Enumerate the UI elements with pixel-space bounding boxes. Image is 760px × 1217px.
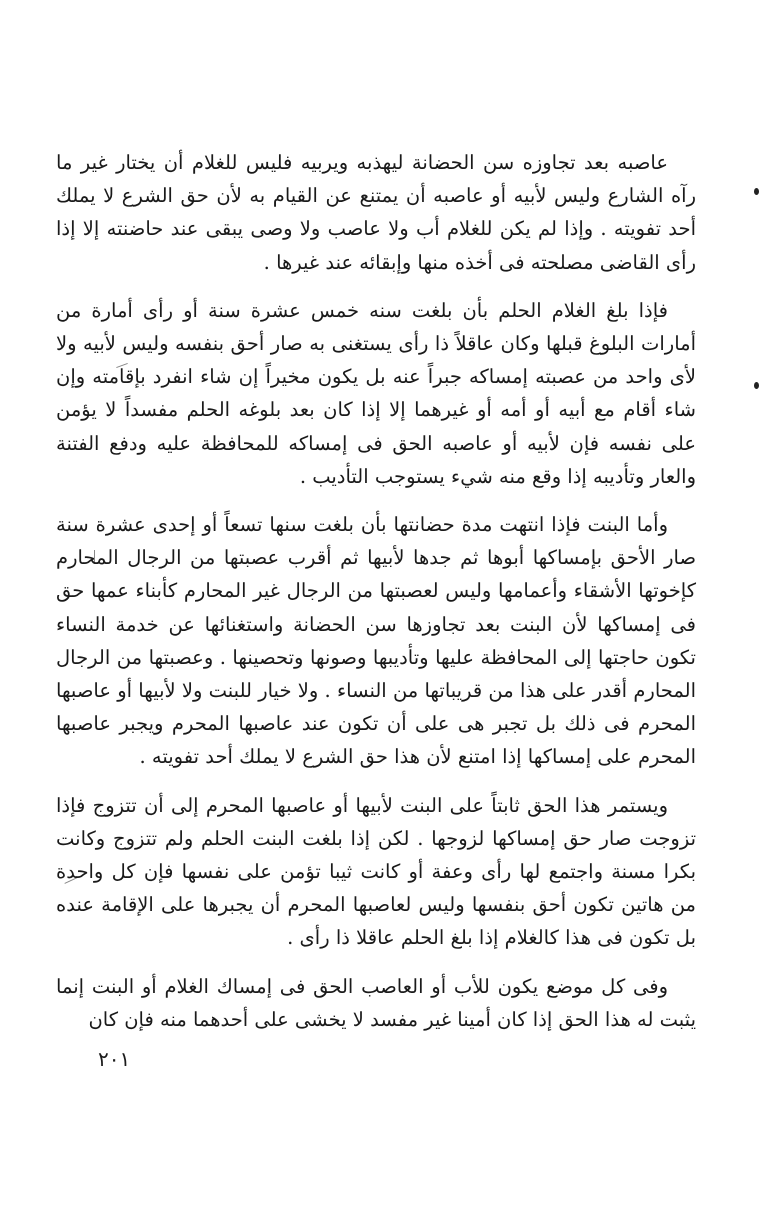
body-text: [56, 146, 696, 1036]
margin-dot: [754, 188, 759, 195]
paragraph: عاصبه بعد تجاوزه سن الحضانة ليهذبه ويربيه فليس للغلام أن يختار غير ما رآه الشارع وليس لأبيه أو عاصبه أن يمتنع عن القيام به لأن حق الشرع لا يملك أحد تفويته . وإذا لم يكن للغلام أب ولا عاصب ولا وصى يبقى عند حاضنته إلا إذا رأى القاضى مصلحته فى أخذه منها وإبقائه عند غيرها .: [56, 151, 696, 274]
paragraph: فإذا بلغ الغلام الحلم بأن بلغت سنه خمس عشرة سنة أو رأى أمارة من أمارات البلوغ قبلها وكان عاقلاً ذا رأى يستغنى به صار أحق بنفسه وليس لأبيه ولا لأى واحد من عصبته إمساكه جبراً عنه بل يكون مخيراً إن شاء انفرد بإقامته وإن شاء أقام مع أبيه أو أمه أو غيرهما إلا إذا كان بعد بلوغه الحلم مفسداً لا يؤمن على نفسه فإن لأبيه أو عاصبه الحق فى إمساكه للمحافظة عليه ودفع الفتنة والعار وتأديبه إذا وقع منه شيء يستوجب التأديب .: [56, 298, 696, 488]
page-number: ٢٠١: [98, 1047, 131, 1071]
paragraph: وأما البنت فإذا انتهت مدة حضانتها بأن بلغت سنها تسعاً أو إحدى عشرة سنة صار الأحق بإمساكها أبوها ثم جدها لأبيها ثم أقرب عصبتها من الرجال المحارم كإخوتها الأشقاء وأعمامها وليس لعصبتها من الرجال غير المحارم كأبناء عمها حق فى إمساكها لأن البنت بعد تجاوزها سن الحضانة واستغنائها عن خدمة النساء تكون حاجتها إلى المحافظة عليها وتأديبها وصونها وتحصينها . وعصبتها من الرجال المحارم أقدر على هذا من قريباتها من النساء . ولا خيار للبنت ولا لأبيها أو عاصبها المحرم فى ذلك بل تجبر هى على أن تكون عند عاصبها المحرم ويجبر عاصبها المحرم على إمساكها إذا امتنع لأن هذا حق الشرع لا يملك أحد تفويته .: [56, 513, 696, 769]
margin-dot: [754, 382, 759, 389]
paragraph: وفى كل موضع يكون للأب أو العاصب الحق فى إمساك الغلام أو البنت إنما يثبت له هذا الحق إذا كان أمينا غير مفسد لا يخشى على أحدهما منه فإن كان: [56, 974, 696, 1031]
paragraph: ويستمر هذا الحق ثابتاً على البنت لأبيها أو عاصبها المحرم إلى أن تتزوج فإذا تزوجت صار حق إمساكها لزوجها . لكن إذا بلغت البنت الحلم ولم تتزوج وكانت بكرا مسنة واجتمع لها رأى وعفة أو كانت ثيبا تؤمن على نفسها فإن كل واحدة من هاتين تكون أحق بنفسها وليس لعاصبها المحرم أن يجبرها على الإقامة عنده بل تكون فى هذا كالغلام إذا بلغ الحلم عاقلا ذا رأى .: [56, 793, 697, 950]
